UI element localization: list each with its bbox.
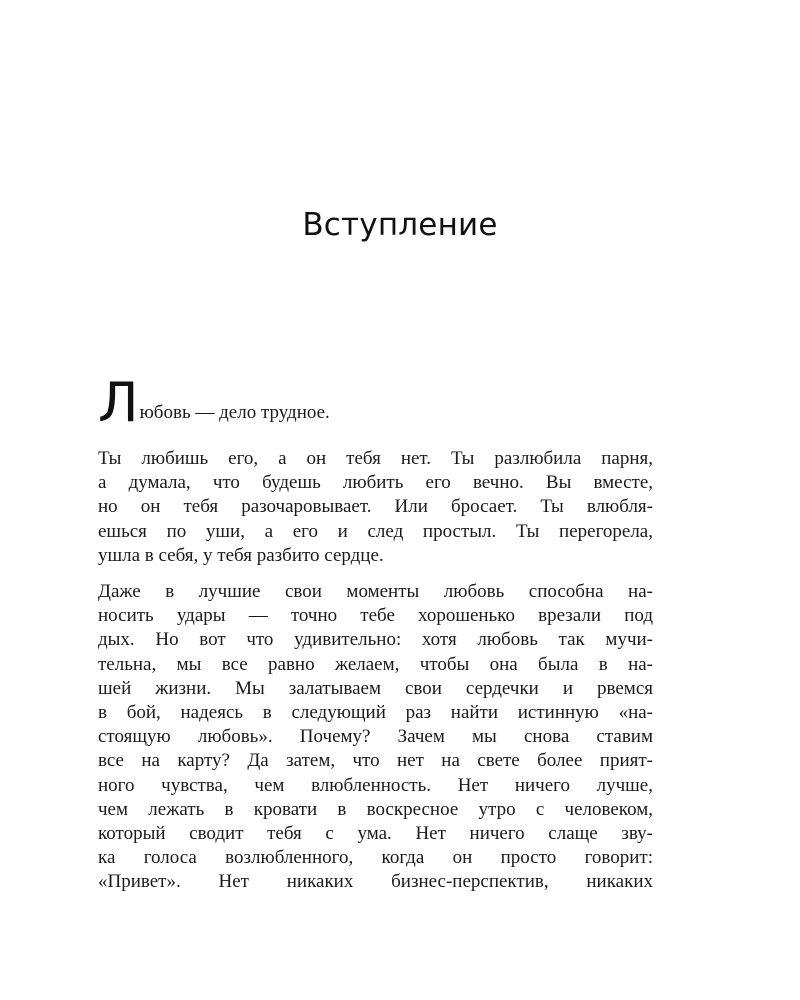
text-line: ка голоса возлюбленного, когда он просто говорит:: [98, 847, 653, 869]
text-line: Ты любишь его, а он тебя нет. Ты разлюбила парня,: [98, 448, 653, 469]
chapter-heading: Вступление: [302, 207, 498, 243]
text-line: в бой, надеясь в следующий раз найти истинную «на-: [98, 702, 653, 724]
text-line: который сводит тебя с ума. Нет ничего слаще зву-: [98, 823, 653, 845]
text-line: а думала, что будешь любить его вечно. Вы вместе,: [98, 472, 653, 494]
text-line: все на карту? Да затем, что нет на свете более прият-: [98, 750, 653, 772]
text-line: «Привет». Нет никаких бизнес-перспектив, никаких: [98, 871, 653, 893]
paragraph-1: [98, 447, 653, 568]
chapter-body: [98, 371, 653, 907]
text-line: ешься по уши, а его и след простыл. Ты перегорела,: [98, 520, 653, 542]
text-line: ушла в себя, у тебя разбито сердце.: [98, 544, 384, 566]
text-line: чем лежать в кровати в воскресное утро с человеком,: [98, 798, 653, 820]
text-line: дых. Но вот что удивительно: хотя любовь так мучи-: [98, 629, 653, 651]
text-line: Даже в лучшие свои моменты любовь способна на-: [98, 581, 653, 603]
text-line: ного чувства, чем влюбленность. Нет ничего лучше,: [98, 774, 653, 796]
text-line: стоящую любовь». Почему? Зачем мы снова ставим: [98, 726, 653, 748]
text-line: носить удары — точно тебе хорошенько врезали под: [98, 605, 653, 627]
drop-cap: Л: [98, 371, 139, 434]
text-line: шей жизни. Мы залатываем свои сердечки и рвемся: [98, 677, 653, 699]
paragraph-2: [98, 580, 653, 895]
opening-text: юбовь — дело трудное.: [139, 402, 330, 423]
text-line: но он тебя разочаровывает. Или бросает. Ты влюбля-: [98, 496, 653, 518]
opening-line: [98, 371, 653, 434]
text-line: тельна, мы все равно желаем, чтобы она была в на-: [98, 653, 653, 675]
